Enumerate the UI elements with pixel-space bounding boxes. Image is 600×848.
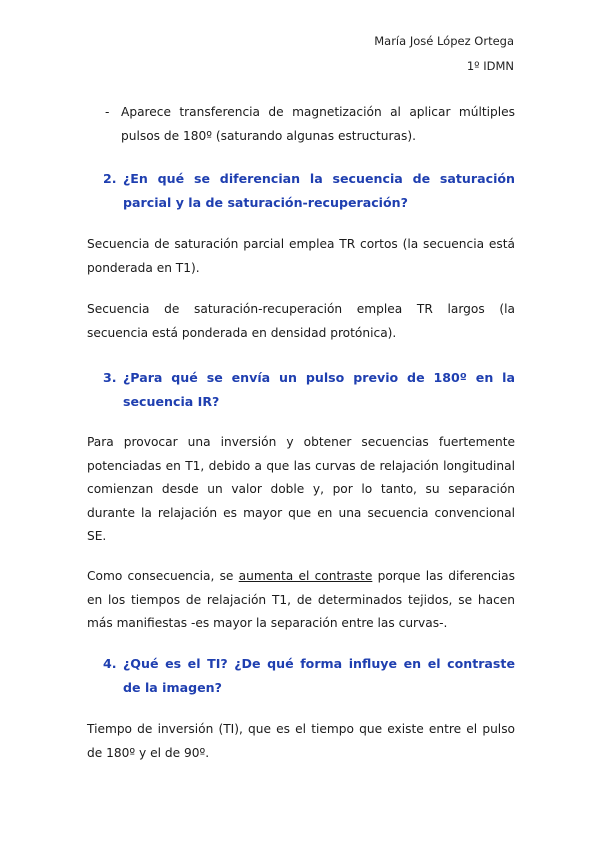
question-text: ¿Para qué se envía un pulso previo de 180º en la secuencia IR?	[123, 370, 515, 409]
question-3-heading	[103, 366, 515, 414]
question-number: 2.	[103, 171, 117, 186]
header-course: 1º IDMN	[466, 59, 514, 73]
question-text: ¿En qué se diferencian la secuencia de saturación parcial y la de saturación-recuperación?	[123, 171, 515, 210]
bullet-text: Aparece transferencia de magnetización al aplicar múltiples pulsos de 180º (saturando algunas estructuras).	[121, 105, 515, 143]
bullet-item	[105, 101, 515, 148]
contrast-underlined-text: aumenta el contraste	[238, 569, 373, 583]
question-number: 4.	[103, 656, 117, 671]
contrast-text-after: porque las diferencias en los tiempos de relajación T1, de determinados tejidos, se hacen más manifiestas -es mayor la separación entre las curvas-.	[87, 569, 515, 630]
question-text: ¿Qué es el TI? ¿De qué forma influye en el contraste de la imagen?	[123, 656, 515, 695]
paragraph-contrast-consequence	[87, 565, 515, 636]
paragraph-saturation-recovery: Secuencia de saturación-recuperación emplea TR largos (la secuencia está ponderada en densidad protónica).	[87, 302, 515, 340]
header-author: María José López Ortega	[374, 34, 514, 48]
paragraph-partial-saturation: Secuencia de saturación parcial emplea TR cortos (la secuencia está ponderada en T1).	[87, 237, 515, 275]
question-4-heading	[103, 652, 515, 700]
contrast-text-before: Como consecuencia, se	[87, 569, 239, 583]
question-2-heading	[103, 167, 515, 215]
bullet-dash: -	[105, 105, 110, 119]
paragraph-inversion-pulse: Para provocar una inversión y obtener secuencias fuertemente potenciadas en T1, debido a que las curvas de relajación longitudinal comienzan desde un valor doble y, por lo tanto, su separación durante la relajación es mayor que en una secuencia convencional SE.	[87, 435, 515, 543]
paragraph-inversion-time: Tiempo de inversión (TI), que es el tiempo que existe entre el pulso de 180º y el de 90º.	[87, 722, 515, 760]
question-number: 3.	[103, 370, 117, 385]
